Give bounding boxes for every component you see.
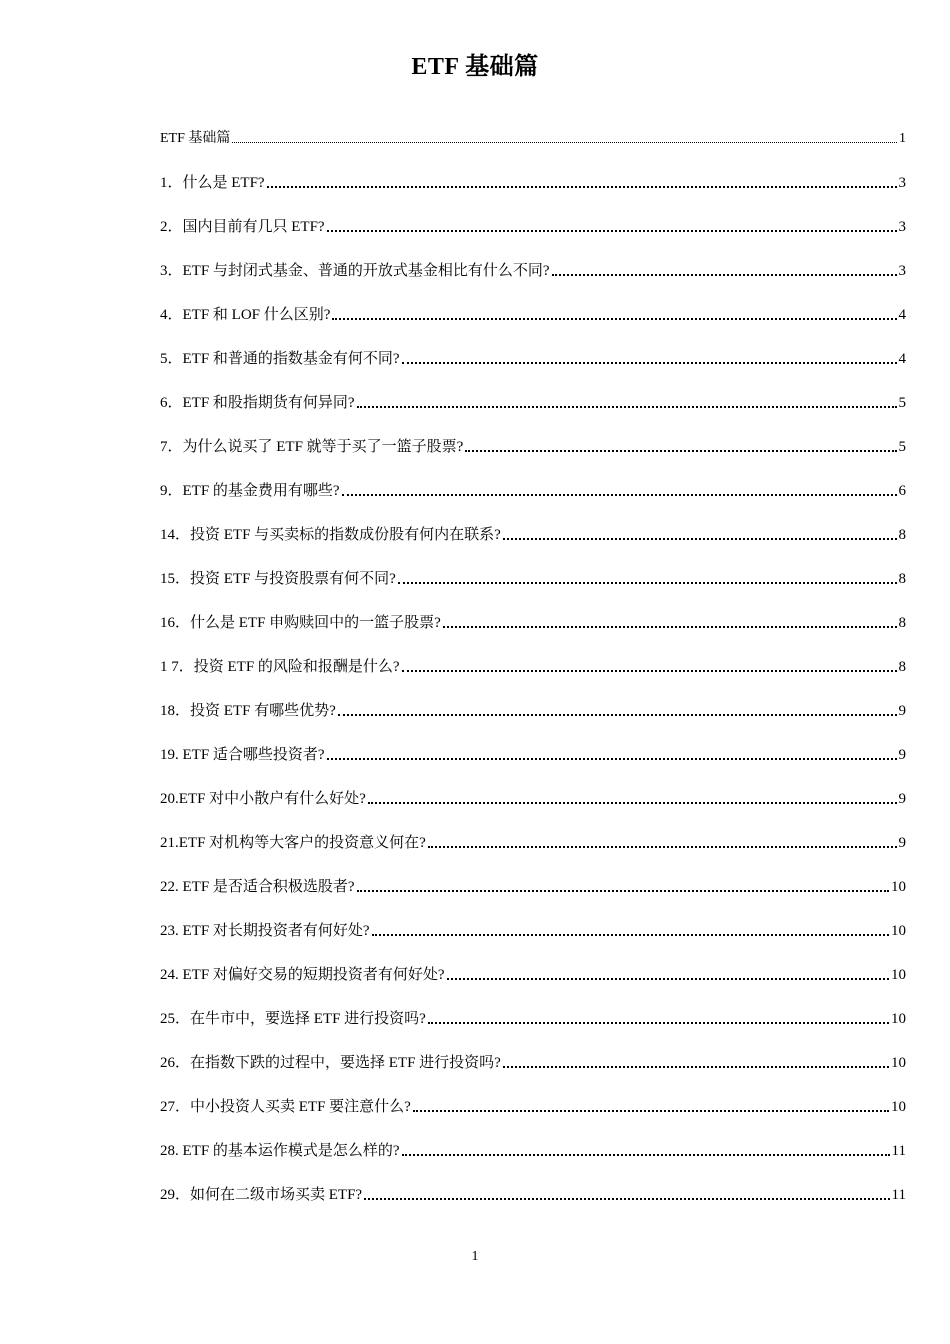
toc-entry-page: 9 bbox=[898, 703, 906, 719]
toc-dot-leader bbox=[402, 1153, 890, 1156]
toc-dot-leader bbox=[267, 185, 897, 188]
toc-entry-label: 21.ETF 对机构等大客户的投资意义何在? bbox=[160, 835, 426, 851]
toc-dot-leader bbox=[447, 977, 889, 980]
toc-entry-label: 1．什么是 ETF? bbox=[160, 175, 265, 191]
toc-dot-leader bbox=[357, 405, 897, 408]
toc-entry-label: 28. ETF 的基本运作模式是怎么样的? bbox=[160, 1143, 400, 1159]
toc-dot-leader bbox=[428, 845, 897, 848]
toc-entry-page: 3 bbox=[898, 219, 906, 235]
toc-entry-page: 11 bbox=[891, 1143, 906, 1159]
toc-dot-leader bbox=[342, 493, 897, 496]
toc-entry-label: 15．投资 ETF 与投资股票有何不同? bbox=[160, 571, 396, 587]
toc-entry-label: 9．ETF 的基金费用有哪些? bbox=[160, 483, 340, 499]
toc-dot-leader bbox=[364, 1197, 889, 1200]
toc-entry[interactable] bbox=[160, 829, 906, 853]
toc-dot-leader bbox=[503, 1065, 889, 1068]
toc-entry-label: 6．ETF 和股指期货有何异同? bbox=[160, 395, 355, 411]
toc-entry-page: 8 bbox=[898, 659, 906, 675]
toc-entry-page: 4 bbox=[898, 307, 906, 323]
toc-entry-label: 1 7．投资 ETF 的风险和报酬是什么? bbox=[160, 659, 400, 675]
toc-dot-leader bbox=[232, 141, 897, 143]
toc-dot-leader bbox=[402, 361, 897, 364]
toc-entry-page: 9 bbox=[898, 791, 906, 807]
toc-entry[interactable] bbox=[160, 741, 906, 765]
toc-entry-page: 8 bbox=[898, 615, 906, 631]
toc-entry-page: 5 bbox=[898, 395, 906, 411]
toc-entry-label: 3．ETF 与封闭式基金、普通的开放式基金相比有什么不同? bbox=[160, 263, 550, 279]
toc-entry[interactable] bbox=[160, 873, 906, 897]
toc-entry[interactable] bbox=[160, 1093, 906, 1117]
toc-dot-leader bbox=[368, 801, 897, 804]
toc-entry[interactable] bbox=[160, 917, 906, 941]
toc-entry-label: 20.ETF 对中小散户有什么好处? bbox=[160, 791, 366, 807]
toc-entry[interactable] bbox=[160, 433, 906, 457]
toc-entry-label: 19. ETF 适合哪些投资者? bbox=[160, 747, 325, 763]
toc-entry[interactable] bbox=[160, 213, 906, 237]
toc-entry[interactable] bbox=[160, 521, 906, 545]
toc-entry-page: 10 bbox=[891, 967, 906, 983]
toc-entry-label: 26．在指数下跌的过程中，要选择 ETF 进行投资吗? bbox=[160, 1055, 501, 1071]
toc-dot-leader bbox=[402, 669, 897, 672]
toc-entry-page: 3 bbox=[898, 175, 906, 191]
toc-entry-label: ETF 基础篇 bbox=[160, 131, 231, 146]
toc-entry-label: 4．ETF 和 LOF 什么区别? bbox=[160, 307, 331, 323]
toc-entry-page: 10 bbox=[891, 879, 906, 895]
toc-entry-label: 7．为什么说买了 ETF 就等于买了一篮子股票? bbox=[160, 439, 464, 455]
toc-entry[interactable] bbox=[160, 345, 906, 369]
toc-entry-page: 1 bbox=[899, 131, 906, 146]
toc-entry-page: 9 bbox=[898, 747, 906, 763]
toc-entry-page: 9 bbox=[898, 835, 906, 851]
toc-entry-page: 10 bbox=[891, 923, 906, 939]
toc-dot-leader bbox=[327, 229, 897, 232]
toc-entry-label: 22. ETF 是否适合积极选股者? bbox=[160, 879, 355, 895]
toc-entry-label: 2．国内目前有几只 ETF? bbox=[160, 219, 325, 235]
toc-dot-leader bbox=[465, 449, 896, 452]
document-title: ETF 基础篇 bbox=[411, 54, 539, 80]
page-number: 1 bbox=[471, 1249, 479, 1264]
toc-entry-label: 24. ETF 对偏好交易的短期投资者有何好处? bbox=[160, 967, 445, 983]
toc-entry-page: 8 bbox=[898, 571, 906, 587]
toc-dot-leader bbox=[338, 713, 897, 716]
toc-entry-page: 3 bbox=[898, 263, 906, 279]
toc-entry[interactable] bbox=[160, 1137, 906, 1161]
toc-entry[interactable] bbox=[160, 961, 906, 985]
toc-entry-page: 11 bbox=[891, 1187, 906, 1203]
toc-entry-label: 14．投资 ETF 与买卖标的指数成份股有何内在联系? bbox=[160, 527, 501, 543]
toc-entry-label: 23. ETF 对长期投资者有何好处? bbox=[160, 923, 370, 939]
toc-dot-leader bbox=[372, 933, 889, 936]
toc-dot-leader bbox=[357, 889, 889, 892]
toc-entry-label: 27．中小投资人买卖 ETF 要注意什么? bbox=[160, 1099, 411, 1115]
toc-entry[interactable] bbox=[160, 169, 906, 193]
toc-dot-leader bbox=[327, 757, 897, 760]
toc-entry[interactable] bbox=[160, 301, 906, 325]
toc-dot-leader bbox=[552, 273, 897, 276]
toc-entry-page: 10 bbox=[891, 1011, 906, 1027]
toc-dot-leader bbox=[413, 1109, 889, 1112]
toc-entry-page: 6 bbox=[898, 483, 906, 499]
toc-entry[interactable] bbox=[160, 653, 906, 677]
toc-entry[interactable] bbox=[160, 1005, 906, 1029]
toc-entry-page: 8 bbox=[898, 527, 906, 543]
toc-entry-main[interactable] bbox=[160, 125, 906, 149]
toc-entry[interactable] bbox=[160, 565, 906, 589]
toc-entry[interactable] bbox=[160, 1181, 906, 1205]
toc-dot-leader bbox=[332, 317, 896, 320]
toc-entry[interactable] bbox=[160, 389, 906, 413]
toc-entry-page: 4 bbox=[898, 351, 906, 367]
toc-entry[interactable] bbox=[160, 1049, 906, 1073]
toc-entry-page: 10 bbox=[891, 1055, 906, 1071]
toc-entry-label: 25．在牛市中，要选择 ETF 进行投资吗? bbox=[160, 1011, 426, 1027]
toc-entry-page: 5 bbox=[898, 439, 906, 455]
toc-entry[interactable] bbox=[160, 785, 906, 809]
toc-entry[interactable] bbox=[160, 697, 906, 721]
toc-entry[interactable] bbox=[160, 609, 906, 633]
toc-entry-label: 16．什么是 ETF 申购赎回中的一篮子股票? bbox=[160, 615, 441, 631]
toc-dot-leader bbox=[503, 537, 897, 540]
toc-entry[interactable] bbox=[160, 257, 906, 281]
toc-entry-page: 10 bbox=[891, 1099, 906, 1115]
toc-entry-label: 18．投资 ETF 有哪些优势? bbox=[160, 703, 336, 719]
toc-entry-label: 29．如何在二级市场买卖 ETF? bbox=[160, 1187, 363, 1203]
toc-dot-leader bbox=[398, 581, 897, 584]
toc-dot-leader bbox=[428, 1021, 889, 1024]
toc-dot-leader bbox=[443, 625, 897, 628]
toc-entry-label: 5．ETF 和普通的指数基金有何不同? bbox=[160, 351, 400, 367]
toc-entry[interactable] bbox=[160, 477, 906, 501]
